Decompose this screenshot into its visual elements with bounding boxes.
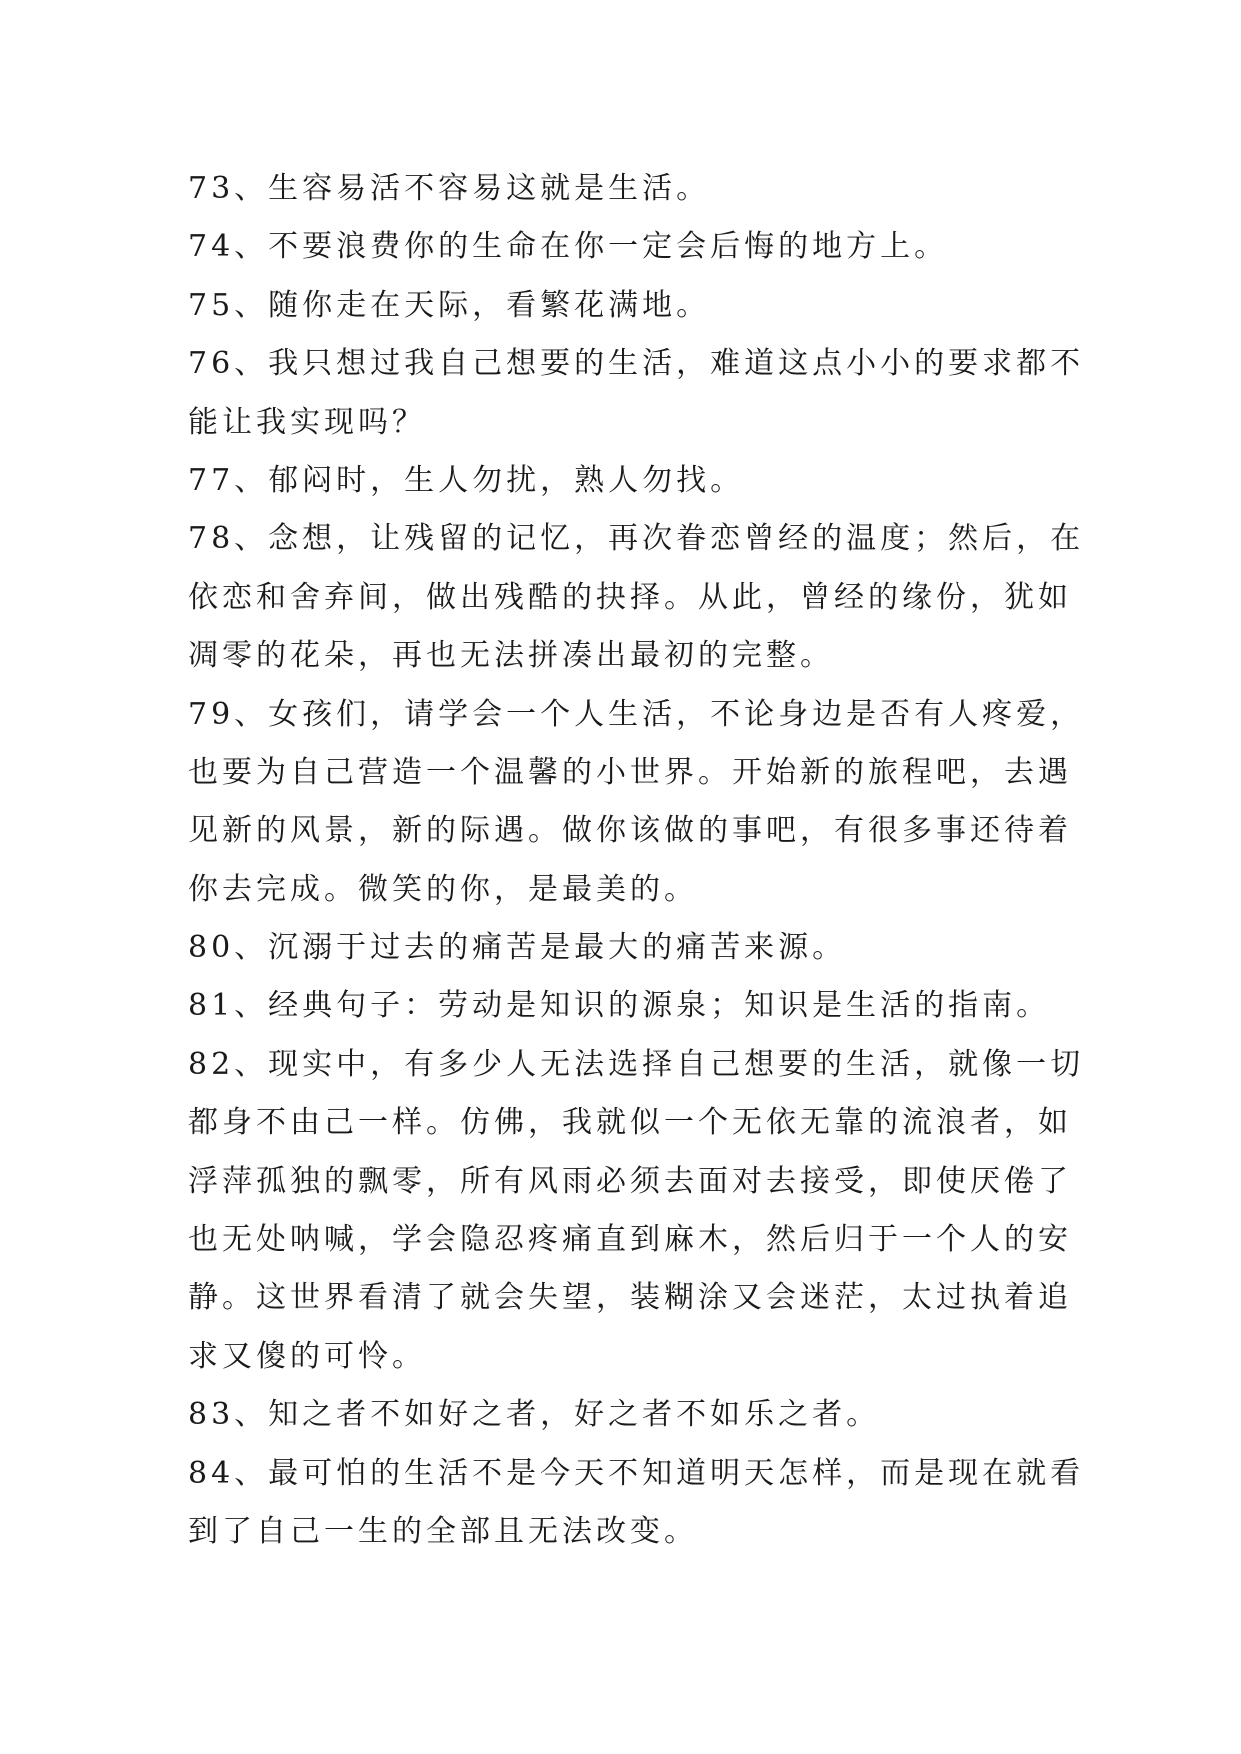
text-line: 77、郁闷时，生人勿扰，熟人勿找。	[188, 462, 745, 498]
text-line: 78、念想，让残留的记忆，再次眷恋曾经的温度；然后，在	[188, 521, 1085, 557]
text-line: 到了自己一生的全部且无法改变。	[188, 1513, 698, 1549]
text-line: 83、知之者不如好之者，好之者不如乐之者。	[188, 1397, 881, 1433]
text-line: 你去完成。微笑的你，是最美的。	[188, 871, 698, 907]
text-line: 74、不要浪费你的生命在你一定会后悔的地方上。	[188, 229, 949, 265]
text-line: 凋零的花朵，再也无法拼凑出最初的完整。	[188, 638, 834, 674]
text-line: 79、女孩们，请学会一个人生活，不论身边是否有人疼爱，	[188, 696, 1085, 732]
text-line: 73、生容易活不容易这就是生活。	[188, 171, 711, 206]
text-line: 也要为自己营造一个温馨的小世界。开始新的旅程吧，去遇	[188, 754, 1072, 790]
document-body	[188, 160, 1085, 1561]
text-line: 76、我只想过我自己想要的生活，难道这点小小的要求都不	[188, 346, 1085, 382]
text-line: 75、随你走在天际，看繁花满地。	[188, 287, 711, 323]
text-line: 能让我实现吗？	[188, 404, 426, 440]
text-line: 浮萍孤独的飘零，所有风雨必须去面对去接受，即使厌倦了	[188, 1163, 1072, 1199]
text-line: 82、现实中，有多少人无法选择自己想要的生活，就像一切	[188, 1046, 1085, 1082]
text-line: 也无处呐喊，学会隐忍疼痛直到麻木，然后归于一个人的安	[188, 1222, 1072, 1258]
text-line: 都身不由己一样。仿佛，我就似一个无依无靠的流浪者，如	[188, 1105, 1072, 1141]
text-line: 求又傻的可怜。	[188, 1338, 426, 1374]
text-line: 见新的风景，新的际遇。做你该做的事吧，有很多事还待着	[188, 813, 1072, 849]
text-line: 依恋和舍弃间，做出残酷的抉择。从此，曾经的缘份，犹如	[188, 579, 1072, 615]
text-line: 静。这世界看清了就会失望，装糊涂又会迷茫，太过执着追	[188, 1280, 1072, 1316]
text-line: 81、经典句子：劳动是知识的源泉；知识是生活的指南。	[188, 988, 1051, 1024]
text-line: 84、最可怕的生活不是今天不知道明天怎样，而是现在就看	[188, 1455, 1085, 1491]
text-line: 80、沉溺于过去的痛苦是最大的痛苦来源。	[188, 930, 847, 966]
